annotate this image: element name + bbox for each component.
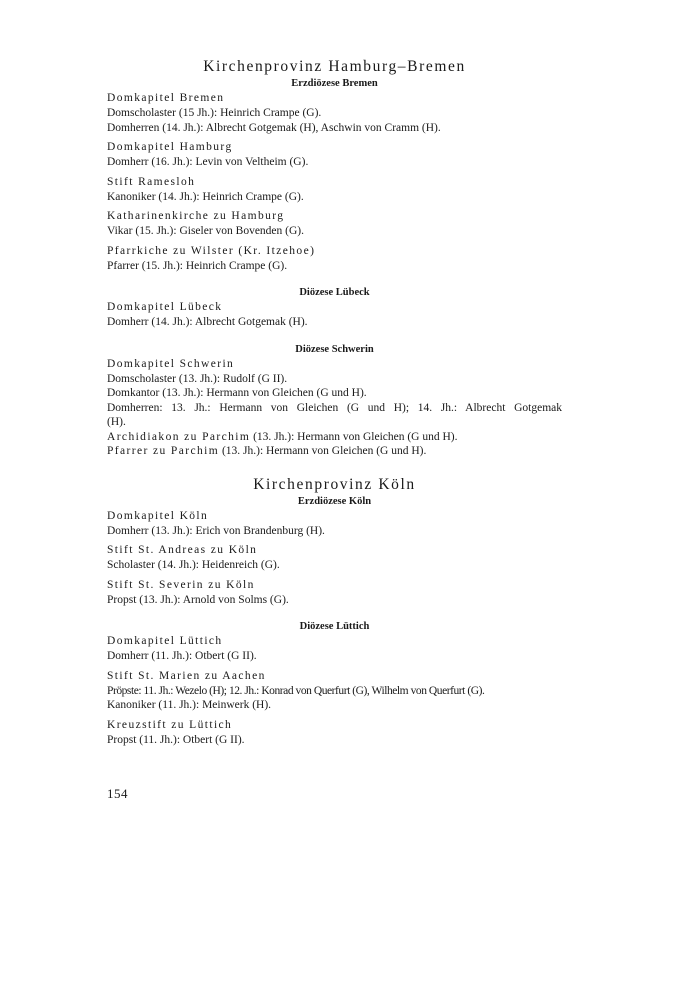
institution-heading: Stift St. Marien zu Aachen (107, 669, 266, 682)
institution-heading: Kreuzstift zu Lüttich (107, 718, 233, 731)
institution-heading: Domkapitel Lüttich (107, 635, 223, 647)
institution-heading: Katharinenkirche zu Hamburg (107, 210, 285, 222)
entry-line: Domherr (11. Jh.): Otbert (G II). (107, 650, 257, 662)
institution-heading: Pfarrkiche zu Wilster (Kr. Itzehoe) (107, 244, 316, 257)
entry-line: Kanoniker (11. Jh.): Meinwerk (H). (107, 699, 272, 711)
entry-line: Pröpste: 11. Jh.: Wezelo (H); 12. Jh.: Konrad von Querfurt (G), Wilhelm von Querfurt (G). (107, 684, 485, 697)
institution-heading: Domkapitel Bremen (107, 92, 225, 104)
entry-line: Domherr (13. Jh.): Erich von Brandenburg (H). (107, 524, 325, 537)
diocese-heading: Diözese Lüttich (299, 621, 370, 632)
province-heading: Kirchenprovinz Hamburg–Bremen (203, 58, 466, 75)
institution-heading: Domkapitel Lübeck (107, 301, 223, 313)
institution-heading: Stift Ramesloh (107, 175, 196, 188)
entry-line: Domherren: 13. Jh.: Hermann von Gleichen (G und H); 14. Jh.: Albrecht Gotgemak (107, 401, 562, 414)
institution-heading: Domkapitel Köln (107, 509, 209, 522)
entry-line: Propst (11. Jh.): Otbert (G II). (107, 733, 245, 746)
entry-line: Domherr (14. Jh.): Albrecht Gotgemak (H). (107, 316, 308, 328)
entry-line (107, 430, 562, 445)
province-heading: Kirchenprovinz Köln (253, 475, 416, 493)
entry-line: Domscholaster (13. Jh.): Rudolf (G II). (107, 372, 288, 385)
diocese-heading: Diözese Schwerin (295, 343, 374, 355)
entry-line: Scholaster (14. Jh.): Heidenreich (G). (107, 559, 280, 571)
entry-line: Domscholaster (15 Jh.): Heinrich Crampe (G). (107, 107, 322, 119)
diocese-heading: Erzdiözese Köln (297, 495, 372, 507)
institution-heading: Stift St. Andreas zu Köln (107, 544, 258, 556)
diocese-heading: Diözese Lübeck (299, 287, 370, 298)
institution-heading: Domkapitel Schwerin (107, 357, 235, 370)
diocese-heading: Erzdiözese Bremen (291, 78, 378, 89)
institution-inline: Pfarrer zu Parchim (107, 445, 220, 457)
institution-inline: Archidiakon zu Parchim (107, 430, 251, 443)
entry-line: Domherr (16. Jh.): Levin von Veltheim (G). (107, 156, 309, 168)
entry-line: Domkantor (13. Jh.): Hermann von Gleichen (G und H). (107, 387, 367, 399)
entry-line: Propst (13. Jh.): Arnold von Solms (G). (107, 593, 289, 606)
entry-text: (13. Jh.): Hermann von Gleichen (G und H). (250, 430, 458, 443)
institution-heading: Domkapitel Hamburg (107, 141, 233, 153)
entry-line: (H). (107, 416, 126, 428)
page-number: 154 (107, 786, 128, 801)
entry-line: Pfarrer (15. Jh.): Heinrich Crampe (G). (107, 259, 288, 272)
page-content (107, 58, 562, 747)
entry-line: Kanoniker (14. Jh.): Heinrich Crampe (G). (107, 190, 304, 203)
entry-line (107, 444, 562, 459)
entry-line: Vikar (15. Jh.): Giseler von Bovenden (G). (107, 225, 304, 237)
institution-heading: Stift St. Severin zu Köln (107, 578, 255, 591)
entry-line: Domherren (14. Jh.): Albrecht Gotgemak (H), Aschwin von Cramm (H). (107, 121, 441, 134)
entry-text: (13. Jh.): Hermann von Gleichen (G und H). (219, 445, 427, 457)
